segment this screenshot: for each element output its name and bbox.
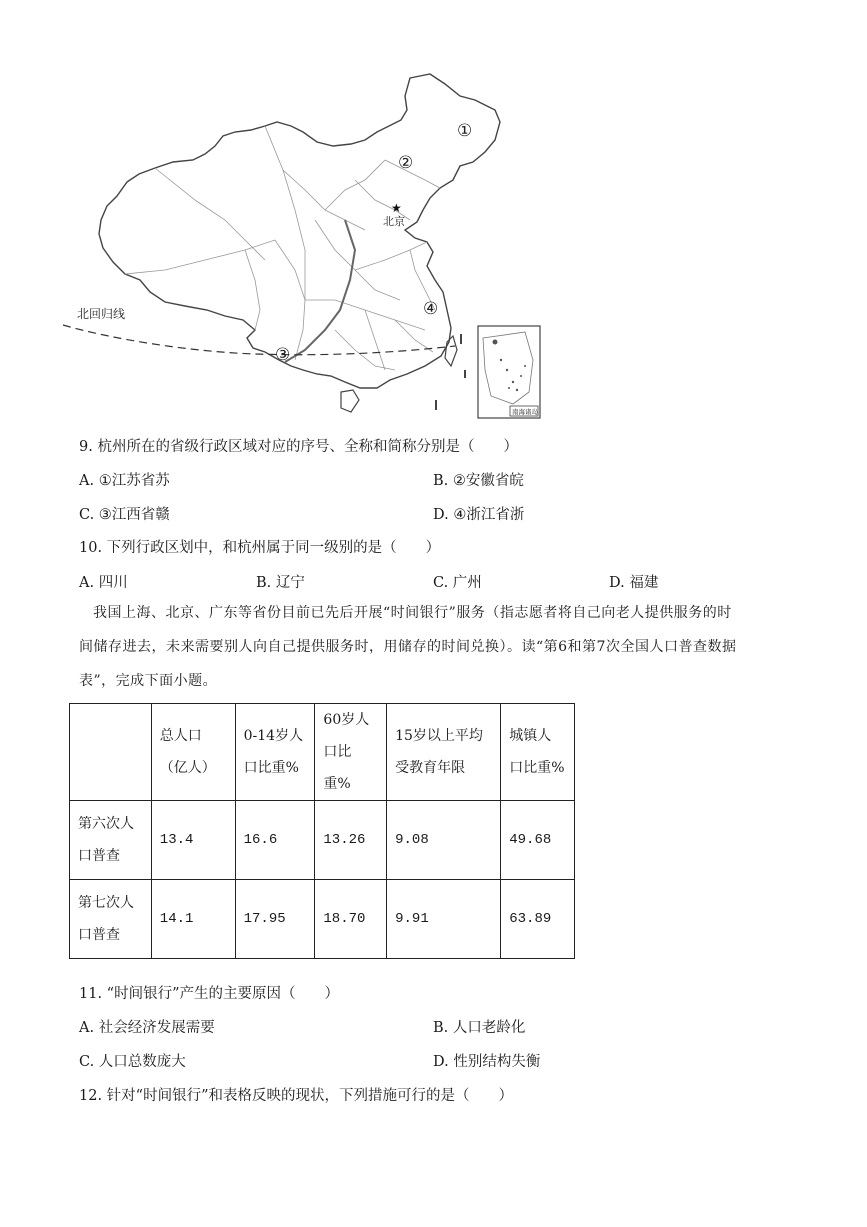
- q10-stem: 10. 下列行政区划中，和杭州属于同一级别的是（ ）: [79, 540, 441, 556]
- q12-stem: 12. 针对“时间银行”和表格反映的现状，下列措施可行的是（ ）: [79, 1088, 513, 1104]
- beijing-star-icon: ★: [391, 201, 402, 215]
- row-label: 第六次人 口普查: [70, 801, 152, 880]
- tropic-label: 北回归线: [77, 307, 126, 321]
- table-cell: 13.26: [315, 801, 387, 880]
- q9-option-a[interactable]: A. ①江苏省苏: [79, 473, 170, 489]
- q9-option-c[interactable]: C. ③江西省赣: [79, 507, 170, 523]
- table-cell: 63.89: [501, 880, 575, 959]
- table-cell: 18.70: [315, 880, 387, 959]
- header-60-plus: 60岁人 口比重%: [315, 704, 387, 801]
- inset-label: 南海诸岛: [512, 408, 538, 416]
- table-cell: 49.68: [501, 801, 575, 880]
- marker-3: ③: [275, 345, 291, 365]
- table-row: [70, 880, 575, 959]
- table-header-row: [70, 704, 575, 801]
- table-cell: 17.95: [235, 880, 315, 959]
- header-0-14: 0-14岁人 口比重%: [235, 704, 315, 801]
- q11-option-c[interactable]: C. 人口总数庞大: [79, 1054, 186, 1070]
- header-education-years: 15岁以上平均 受教育年限: [387, 704, 501, 801]
- q11-option-b[interactable]: B. 人口老龄化: [433, 1020, 526, 1036]
- q11-stem: 11. “时间银行”产生的主要原因（ ）: [79, 986, 339, 1002]
- table-cell: 13.4: [151, 801, 235, 880]
- header-cell-empty: [70, 704, 152, 801]
- marker-4: ④: [423, 299, 439, 319]
- hainan-island: [341, 390, 359, 412]
- header-urban: 城镇人 口比重%: [501, 704, 575, 801]
- table-row: [70, 801, 575, 880]
- q11-option-d[interactable]: D. 性别结构失衡: [433, 1054, 541, 1070]
- china-outline: [99, 74, 500, 388]
- china-map: [55, 70, 555, 420]
- q10-option-c[interactable]: C. 广州: [433, 575, 482, 591]
- highlight-border: [285, 220, 355, 362]
- passage-line-3: 表”，完成下面小题。: [79, 673, 218, 689]
- q10-option-a[interactable]: A. 四川: [79, 575, 128, 591]
- passage-line-2: 间储存进去，未来需要别人向自己提供服务时，用储存的时间兑换）。读“第6和第7次全国人口普查数据: [79, 639, 737, 655]
- q10-option-d[interactable]: D. 福建: [609, 575, 659, 591]
- q11-option-a[interactable]: A. 社会经济发展需要: [79, 1020, 215, 1036]
- beijing-label: 北京: [383, 215, 405, 228]
- table-cell: 14.1: [151, 880, 235, 959]
- taiwan-island: [445, 336, 457, 366]
- q9-stem: 9. 杭州所在的省级行政区域对应的序号、全称和简称分别是（ ）: [79, 439, 518, 455]
- table-cell: 9.08: [387, 801, 501, 880]
- passage-line-1: 我国上海、北京、广东等省份目前已先后开展“时间银行”服务（指志愿者将自己向老人提供服务的时: [93, 605, 732, 621]
- table-cell: 16.6: [235, 801, 315, 880]
- marker-1: ①: [457, 121, 473, 141]
- marker-2: ②: [398, 153, 414, 173]
- census-table: [69, 703, 575, 959]
- row-label: 第七次人 口普查: [70, 880, 152, 959]
- q9-option-b[interactable]: B. ②安徽省皖: [433, 473, 524, 489]
- q10-option-b[interactable]: B. 辽宁: [256, 575, 305, 591]
- table-cell: 9.91: [387, 880, 501, 959]
- header-total-population: 总人口 （亿人）: [151, 704, 235, 801]
- q9-option-d[interactable]: D. ④浙江省浙: [433, 507, 525, 523]
- south-sea-inset: [478, 326, 540, 418]
